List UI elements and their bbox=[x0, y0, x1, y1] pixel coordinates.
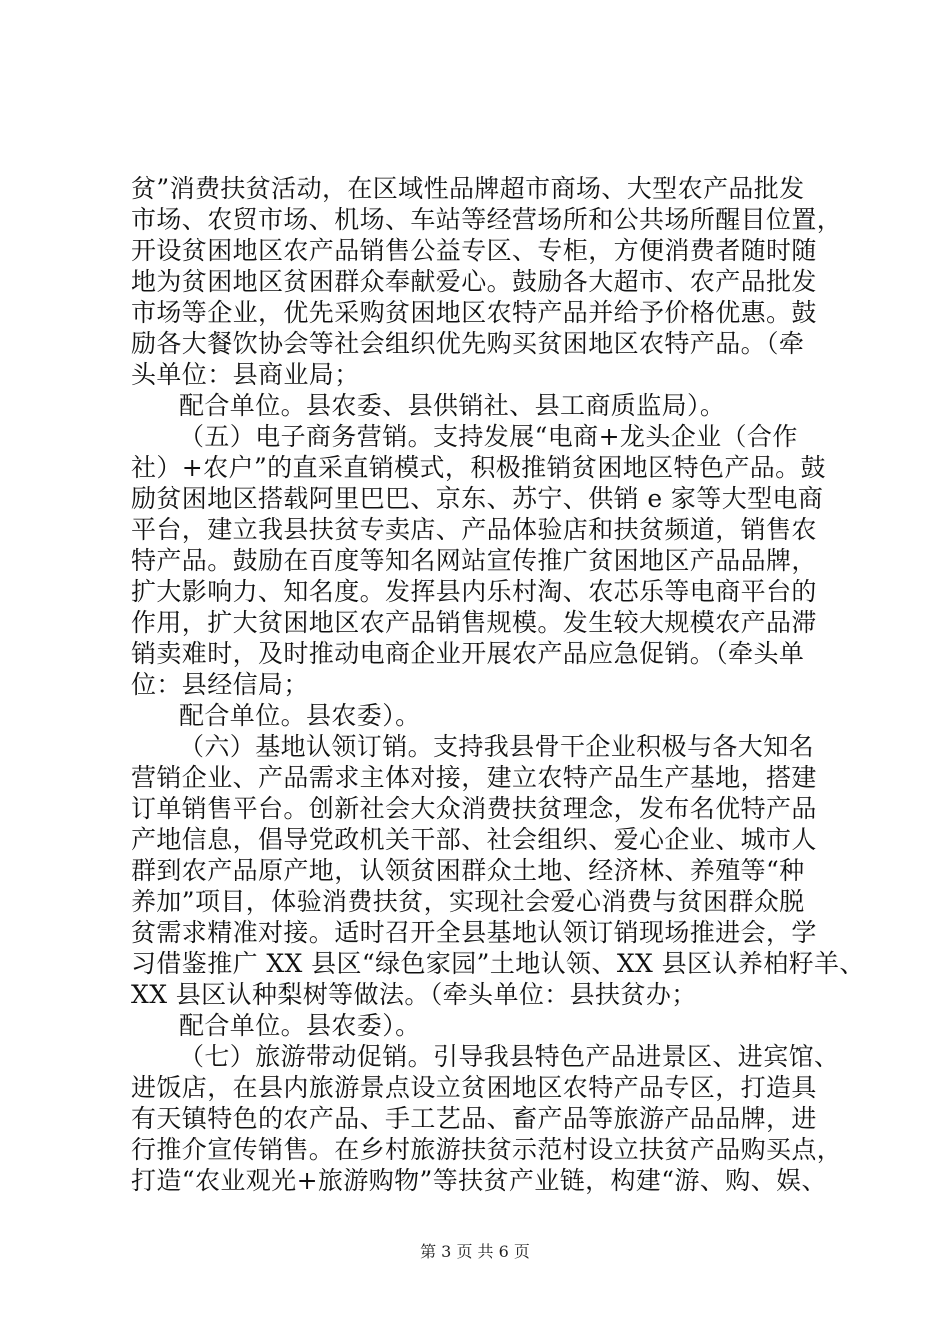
section-heading-line: （七）旅游带动促销。引导我县特色产品进景区、进宾馆、 bbox=[179, 1042, 840, 1071]
text-line: 打造“农业观光+旅游购物”等扶贫产业链，构建“游、购、娱、 bbox=[131, 1166, 827, 1195]
text-line: 配合单位。县农委、县供销社、县工商质监局）。 bbox=[179, 391, 726, 420]
text-line: 市场、农贸市场、机场、车站等经营场所和公共场所醒目位置， bbox=[131, 205, 843, 234]
text-line: 贫需求精准对接。适时召开全县基地认领订销现场推进会，学 bbox=[131, 918, 817, 947]
text-line: 作用，扩大贫困地区农产品销售规模。发生较大规模农产品滞 bbox=[131, 608, 817, 637]
text-line: 产地信息，倡导党政机关干部、社会组织、爱心企业、城市人 bbox=[131, 825, 817, 854]
text-line: 订单销售平台。创新社会大众消费扶贫理念，发布名优特产品 bbox=[131, 794, 817, 823]
text-line: 扩大影响力、知名度。发挥县内乐村淘、农芯乐等电商平台的 bbox=[131, 577, 817, 606]
text-line: 平台，建立我县扶贫专卖店、产品体验店和扶贫频道，销售农 bbox=[131, 515, 817, 544]
text-line: XX 县区认种梨树等做法。（牵头单位：县扶贫办； bbox=[131, 980, 697, 1009]
text-line: 进饭店，在县内旅游景点设立贫困地区农特产品专区，打造具 bbox=[131, 1073, 817, 1102]
text-line: 习借鉴推广 XX 县区“绿色家园”土地认领、XX 县区认养柏籽羊、 bbox=[131, 949, 865, 978]
text-line: 开设贫困地区农产品销售公益专区、专柜，方便消费者随时随 bbox=[131, 236, 817, 265]
section-heading-line: （六）基地认领订销。支持我县骨干企业积极与各大知名 bbox=[179, 732, 815, 761]
text-line: 行推介宣传销售。在乡村旅游扶贫示范村设立扶贫产品购买点， bbox=[131, 1135, 843, 1164]
text-line: 头单位：县商业局； bbox=[131, 360, 360, 389]
text-line: 特产品。鼓励在百度等知名网站宣传推广贫困地区产品品牌， bbox=[131, 546, 817, 575]
text-line: 市场等企业，优先采购贫困地区农特产品并给予价格优惠。鼓 bbox=[131, 298, 817, 327]
text-line: 有天镇特色的农产品、手工艺品、畜产品等旅游产品品牌，进 bbox=[131, 1104, 817, 1133]
text-line: 养加”项目，体验消费扶贫，实现社会爱心消费与贫困群众脱 bbox=[131, 887, 805, 916]
text-line: 位：县经信局； bbox=[131, 670, 309, 699]
body-text bbox=[131, 173, 865, 1196]
text-line: 励贫困地区搭载阿里巴巴、京东、苏宁、供销 e 家等大型电商 bbox=[131, 484, 824, 513]
text-line: 群到农产品原产地，认领贫困群众土地、经济林、养殖等“种 bbox=[131, 856, 805, 885]
text-line: 销卖难时，及时推动电商企业开展农产品应急促销。（牵头单 bbox=[131, 639, 805, 668]
text-line: 励各大餐饮协会等社会组织优先购买贫困地区农特产品。（牵 bbox=[131, 329, 805, 358]
text-line: 社）+农户”的直采直销模式，积极推销贫困地区特色产品。鼓 bbox=[131, 453, 826, 482]
section-heading-line: （五）电子商务营销。支持发展“电商+龙头企业（合作 bbox=[179, 422, 798, 451]
text-line: 贫”消费扶贫活动，在区域性品牌超市商场、大型农产品批发 bbox=[131, 174, 805, 203]
text-line: 营销企业、产品需求主体对接，建立农特产品生产基地，搭建 bbox=[131, 763, 817, 792]
text-line: 配合单位。县农委）。 bbox=[179, 701, 421, 730]
text-line: 地为贫困地区贫困群众奉献爱心。鼓励各大超市、农产品批发 bbox=[131, 267, 817, 296]
page-number-footer: 第 3 页 共 6 页 bbox=[420, 1242, 530, 1261]
text-line: 配合单位。县农委）。 bbox=[179, 1011, 421, 1040]
